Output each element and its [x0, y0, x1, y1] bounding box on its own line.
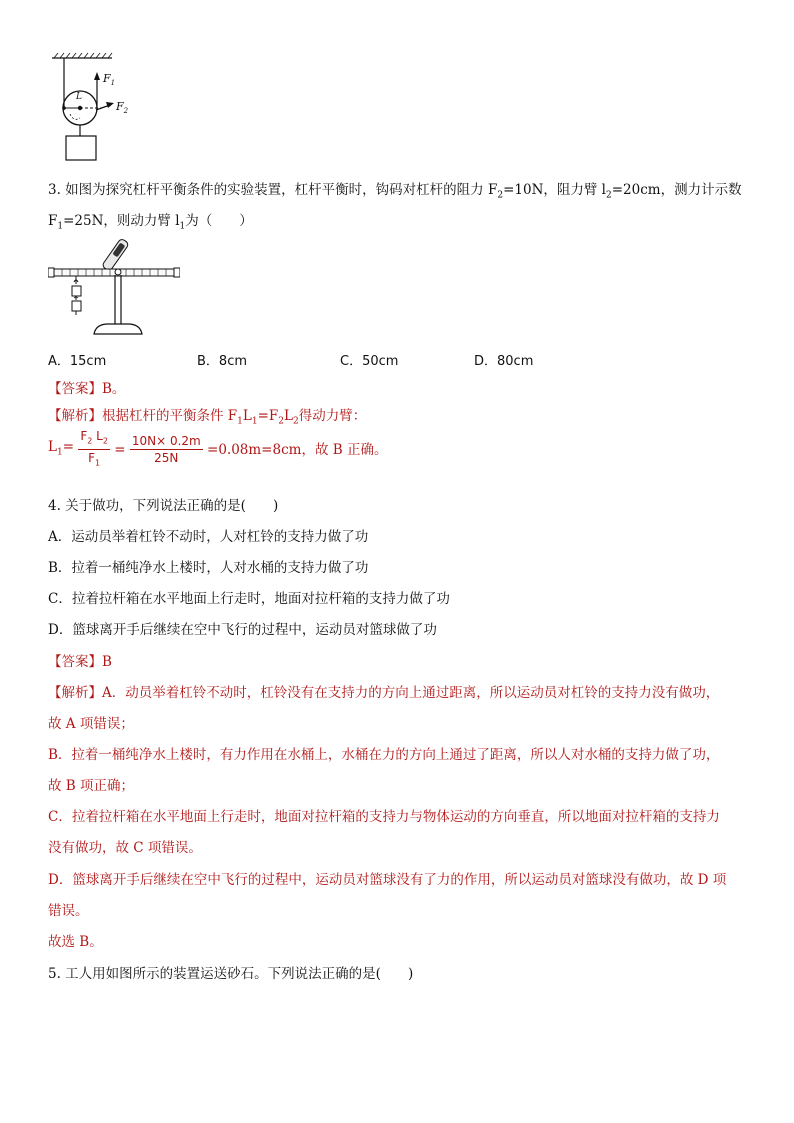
q4-option-c: C．拉着拉杆箱在水平地面上行走时，地面对拉杆箱的支持力做了功 — [48, 591, 450, 607]
q4-stem: 4. 关于做功，下列说法正确的是( ) — [48, 498, 279, 514]
lever-figure — [48, 236, 180, 340]
formula-fraction-symbolic: $\frac{F_2 L_2}{F_1}$ — [80, 429, 108, 468]
q3-option-a: A．15cm — [48, 354, 107, 369]
q4-analysis-line-8: 错误。 — [48, 903, 89, 919]
q3-option-c: C．50cm — [340, 354, 399, 369]
l-label: L — [76, 92, 82, 102]
q4-analysis-line-3: B．拉着一桶纯净水上楼时，有力作用在水桶上，水桶在力的方向上通过了距离，所以人对水桶的支持力做了功， — [48, 747, 720, 763]
q3-option-b: B．8cm — [197, 354, 248, 369]
q5-stem: 5. 工人用如图所示的装置运送砂石。下列说法正确的是( ) — [48, 966, 414, 982]
q4-analysis-line-2: 故 A 项错误； — [48, 716, 134, 732]
q3-stem-line2: $F_1=25N$，则动力臂 $l_1$为（ ） — [48, 213, 253, 232]
q4-analysis-line-5: C．拉着拉杆箱在水平地面上行走时，地面对拉杆箱的支持力与物体运动的方向垂直，所以地面对拉杆箱的支持力 — [48, 809, 720, 825]
q4-answer: 【答案】B — [48, 654, 112, 670]
q4-option-d: D．篮球离开手后继续在空中飞行的过程中，运动员对篮球做了功 — [48, 622, 437, 638]
f1-label: $F_1$ — [103, 72, 116, 88]
formula-fraction-numeric: $\frac{10N\times 0.2m}{25N}$ — [131, 434, 201, 466]
q3-analysis: 【解析】根据杠杆的平衡条件 $F_1L_1=F_2L_2$得动力臂： — [48, 408, 367, 427]
q3-stem-line1: 3. 如图为探究杠杆平衡条件的实验装置，杠杆平衡时，钩码对杠杆的阻力 $F_2=10N$，阻力臂 $l_2=20cm$，测力计示数 — [48, 182, 742, 201]
q3-answer: 【答案】B。 — [48, 381, 126, 397]
q3-formula: $L_1=$ $\frac{F_2 L_2}{F_1}$ = $\frac{10N\times 0.2m}{25N}$ =0.08m=8cm，故 B 正确。 — [48, 428, 387, 472]
q4-analysis-line-6: 没有做功，故 C 项错误。 — [48, 840, 202, 856]
q3-option-d: D．80cm — [474, 354, 534, 369]
q4-analysis-line-1: 【解析】A．动员举着杠铃不动时，杠铃没有在支持力的方向上通过距离，所以运动员对杠铃的支持力没有做功， — [48, 685, 720, 701]
q4-analysis-line-7: D．篮球离开手后继续在空中飞行的过程中，运动员对篮球没有了力的作用，所以运动员对篮球没有做功，故 D 项 — [48, 872, 727, 888]
q4-option-b: B．拉着一桶纯净水上楼时，人对水桶的支持力做了功 — [48, 560, 369, 576]
q4-option-a: A．运动员举着杠铃不动时，人对杠铃的支持力做了功 — [48, 529, 369, 545]
q4-conclusion: 故选 B。 — [48, 934, 103, 950]
q4-analysis-line-4: 故 B 项正确； — [48, 778, 135, 794]
f2-label: $F_2$ — [116, 100, 129, 116]
